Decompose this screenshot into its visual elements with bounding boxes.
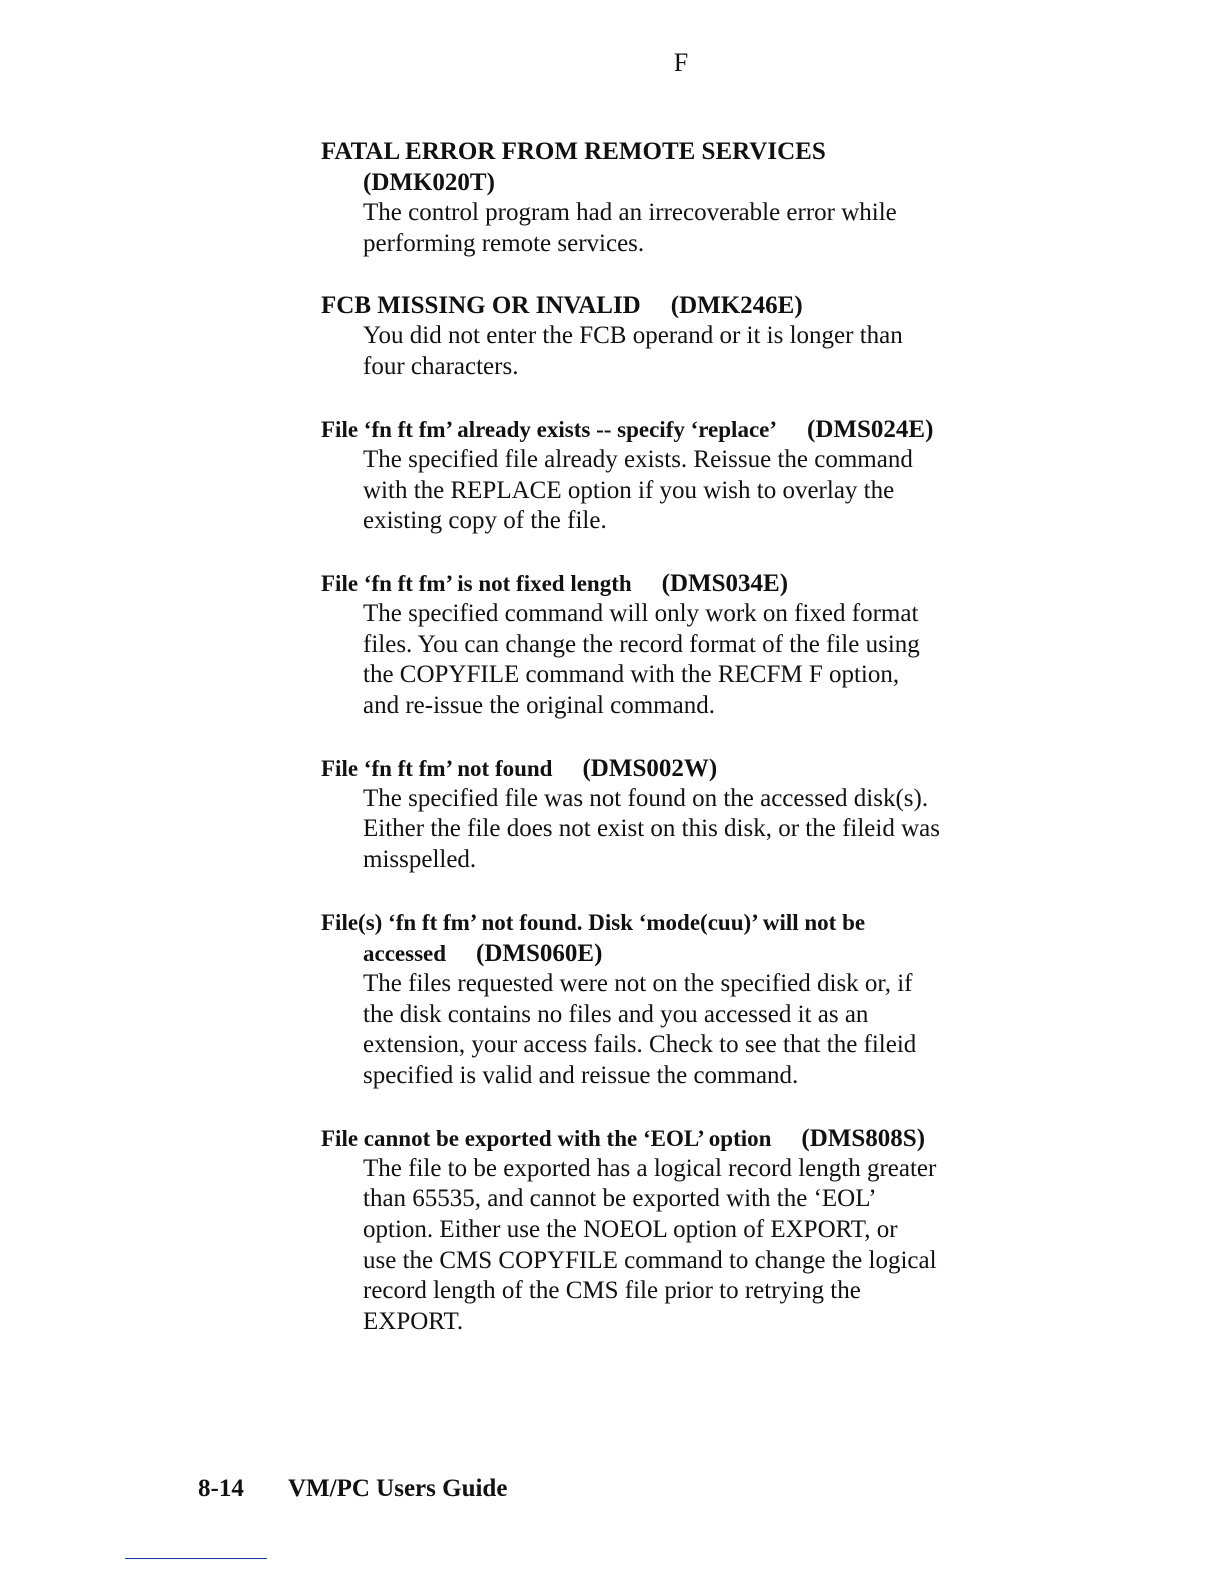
message-code: (DMS808S) [801, 1124, 926, 1152]
bottom-rule [125, 1558, 267, 1559]
description-line: The specified file already exists. Reissue the command [363, 445, 913, 473]
message-text: FCB MISSING OR INVALID [321, 292, 641, 320]
message-entry [321, 753, 1021, 876]
message-entry [321, 290, 1021, 382]
message-heading [321, 568, 1021, 599]
message-heading [321, 290, 1021, 321]
message-code: (DMK020T) [363, 169, 495, 196]
description-line: use the CMS COPYFILE command to change the logical [363, 1246, 937, 1274]
message-text: File(s) ‘fn ft fm’ not found. Disk ‘mode(cuu)’ will not be [321, 909, 866, 935]
description-line: than 65535, and cannot be exported with the ‘EOL’ [363, 1185, 877, 1213]
message-heading [321, 753, 1021, 784]
message-heading [321, 1123, 1021, 1154]
description-line: specified is valid and reissue the command. [363, 1061, 799, 1089]
description-line: performing remote services. [363, 229, 645, 257]
description-line: the COPYFILE command with the RECFM F option, [363, 661, 900, 689]
message-heading [321, 414, 1021, 445]
message-heading [321, 136, 1021, 198]
page-number: 8-14 [198, 1475, 244, 1502]
description-line: existing copy of the file. [363, 507, 607, 535]
description-line: option. Either use the NOEOL option of EXPORT, or [363, 1216, 898, 1244]
page-footer [198, 1472, 507, 1506]
message-code: (DMS002W) [582, 754, 718, 782]
description-line: The specified file was not found on the accessed disk(s). [363, 784, 929, 812]
message-text-continuation [321, 938, 1021, 969]
description-line: and re-issue the original command. [363, 692, 715, 720]
message-description [321, 321, 1021, 382]
message-entry [321, 136, 1021, 259]
message-text: FATAL ERROR FROM REMOTE SERVICES [321, 138, 826, 165]
message-description [321, 969, 1021, 1092]
message-entry [321, 1123, 1021, 1338]
message-description [321, 599, 1021, 722]
message-code: (DMK246E) [670, 292, 803, 320]
message-entry [321, 907, 1021, 1092]
message-code: (DMS024E) [807, 415, 934, 443]
message-list [321, 136, 1021, 1369]
section-letter: F [673, 48, 689, 77]
description-line: EXPORT. [363, 1308, 464, 1336]
description-line: Either the file does not exist on this disk, or the fileid was [363, 815, 940, 843]
book-title: VM/PC Users Guide [288, 1475, 508, 1502]
description-line: with the REPLACE option if you wish to overlay the [363, 476, 895, 504]
message-text: File ‘fn ft fm’ is not fixed length [321, 570, 632, 596]
description-line: The control program had an irrecoverable error while [363, 199, 897, 226]
message-text: File ‘fn ft fm’ already exists -- specify ‘replace’ [321, 416, 778, 442]
description-line: the disk contains no files and you accessed it as an [363, 1000, 869, 1028]
message-entry [321, 414, 1021, 537]
description-line: The files requested were not on the specified disk or, if [363, 969, 913, 997]
message-text: File cannot be exported with the ‘EOL’ option [321, 1125, 772, 1151]
message-description [321, 445, 1021, 537]
description-line: extension, your access fails. Check to see that the fileid [363, 1031, 917, 1059]
message-description [321, 1154, 1021, 1338]
message-heading [321, 907, 1021, 969]
message-entry [321, 568, 1021, 722]
description-line: The file to be exported has a logical record length greater [363, 1154, 937, 1182]
message-text: File ‘fn ft fm’ not found [321, 755, 553, 781]
description-line: The specified command will only work on fixed format [363, 599, 919, 627]
message-description [321, 784, 1021, 876]
description-line: four characters. [363, 353, 519, 381]
description-line: files. You can change the record format of the file using [363, 630, 920, 658]
description-line: You did not enter the FCB operand or it is longer than [363, 322, 903, 350]
message-description [321, 198, 1021, 259]
description-line: record length of the CMS file prior to retrying the [363, 1277, 861, 1305]
message-code: (DMS034E) [661, 569, 789, 597]
message-text-line2: accessed [363, 940, 447, 966]
description-line: misspelled. [363, 846, 477, 874]
message-code: (DMS060E) [476, 939, 603, 967]
